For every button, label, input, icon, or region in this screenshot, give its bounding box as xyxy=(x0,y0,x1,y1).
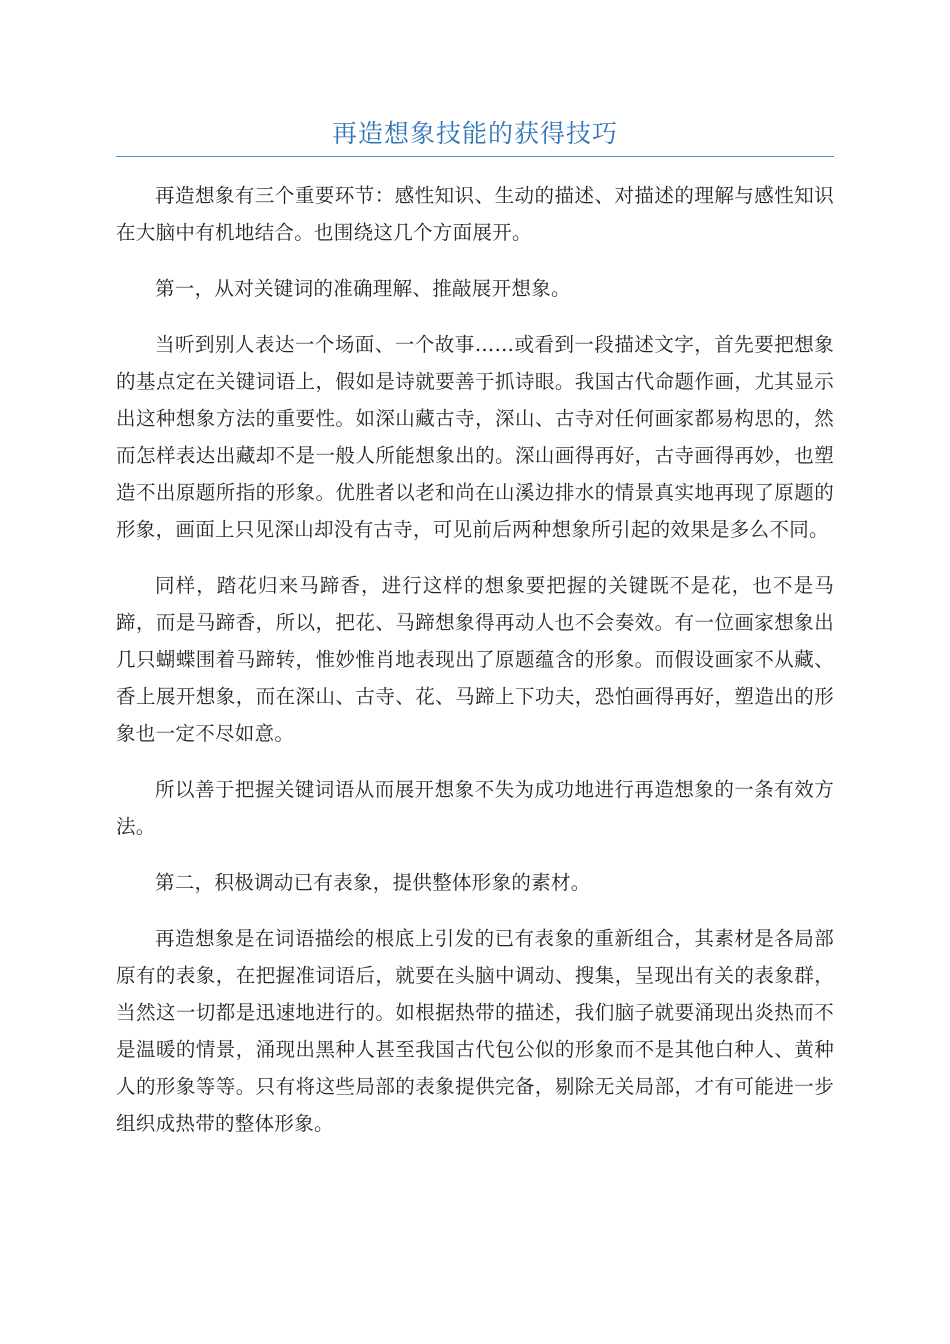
paragraph-point-two-heading: 第二，积极调动已有表象，提供整体形象的素材。 xyxy=(155,871,591,894)
paragraph-conclusion-one: 所以善于把握关键词语从而展开想象不失为成功地进行再造想象的一条有效方法。 xyxy=(116,778,834,838)
title-underline xyxy=(116,156,834,157)
paragraph-horse-hoof-example: 同样，踏花归来马蹄香，进行这样的想象要把握的关键既不是花，也不是马蹄，而是马蹄香，所以，把花、马蹄想象得再动人也不会奏效。有一位画家想象出几只蝴蝶围着马蹄转，惟妙惟肖地表现出了原题蕴含的形象。而假设画家不从藏、香上展开想象，而在深山、古寺、花、马蹄上下功夫，恐怕画得再好，塑造出的形象也一定不尽如意。 xyxy=(116,574,834,745)
paragraph-keyword-example: 当听到别人表达一个场面、一个故事……或看到一段描述文字，首先要把想象的基点定在关键词语上，假如是诗就要善于抓诗眼。我国古代命题作画，尤其显示出这种想象方法的重要性。如深山藏古寺，深山、古寺对任何画家都易构思的，然而怎样表达出藏却不是一般人所能想象出的。深山画得再好，古寺画得再妙，也塑造不出原题所指的形象。优胜者以老和尚在山溪边排水的情景真实地再现了原题的形象，画面上只见深山却没有古寺，可见前后两种想象所引起的效果是多么不同。 xyxy=(116,333,834,541)
document-title: 再造想象技能的获得技巧 xyxy=(331,119,618,148)
paragraph-point-one-heading: 第一，从对关键词的准确理解、推敲展开想象。 xyxy=(155,277,571,300)
document-page xyxy=(116,112,834,1161)
paragraph-representation-example: 再造想象是在词语描绘的根底上引发的已有表象的重新组合，其素材是各局部原有的表象，在把握准词语后，就要在头脑中调动、搜集，呈现出有关的表象群，当然这一切都是迅速地进行的。如根据热带的描述，我们脑子就要涌现出炎热而不是温暖的情景，涌现出黑种人甚至我国古代包公似的形象而不是其他白种人、黄种人的形象等等。只有将这些局部的表象提供完备，剔除无关局部，才有可能进一步组织成热带的整体形象。 xyxy=(116,927,834,1135)
paragraph-intro: 再造想象有三个重要环节：感性知识、生动的描述、对描述的理解与感性知识在大脑中有机地结合。也围绕这几个方面展开。 xyxy=(116,184,834,244)
